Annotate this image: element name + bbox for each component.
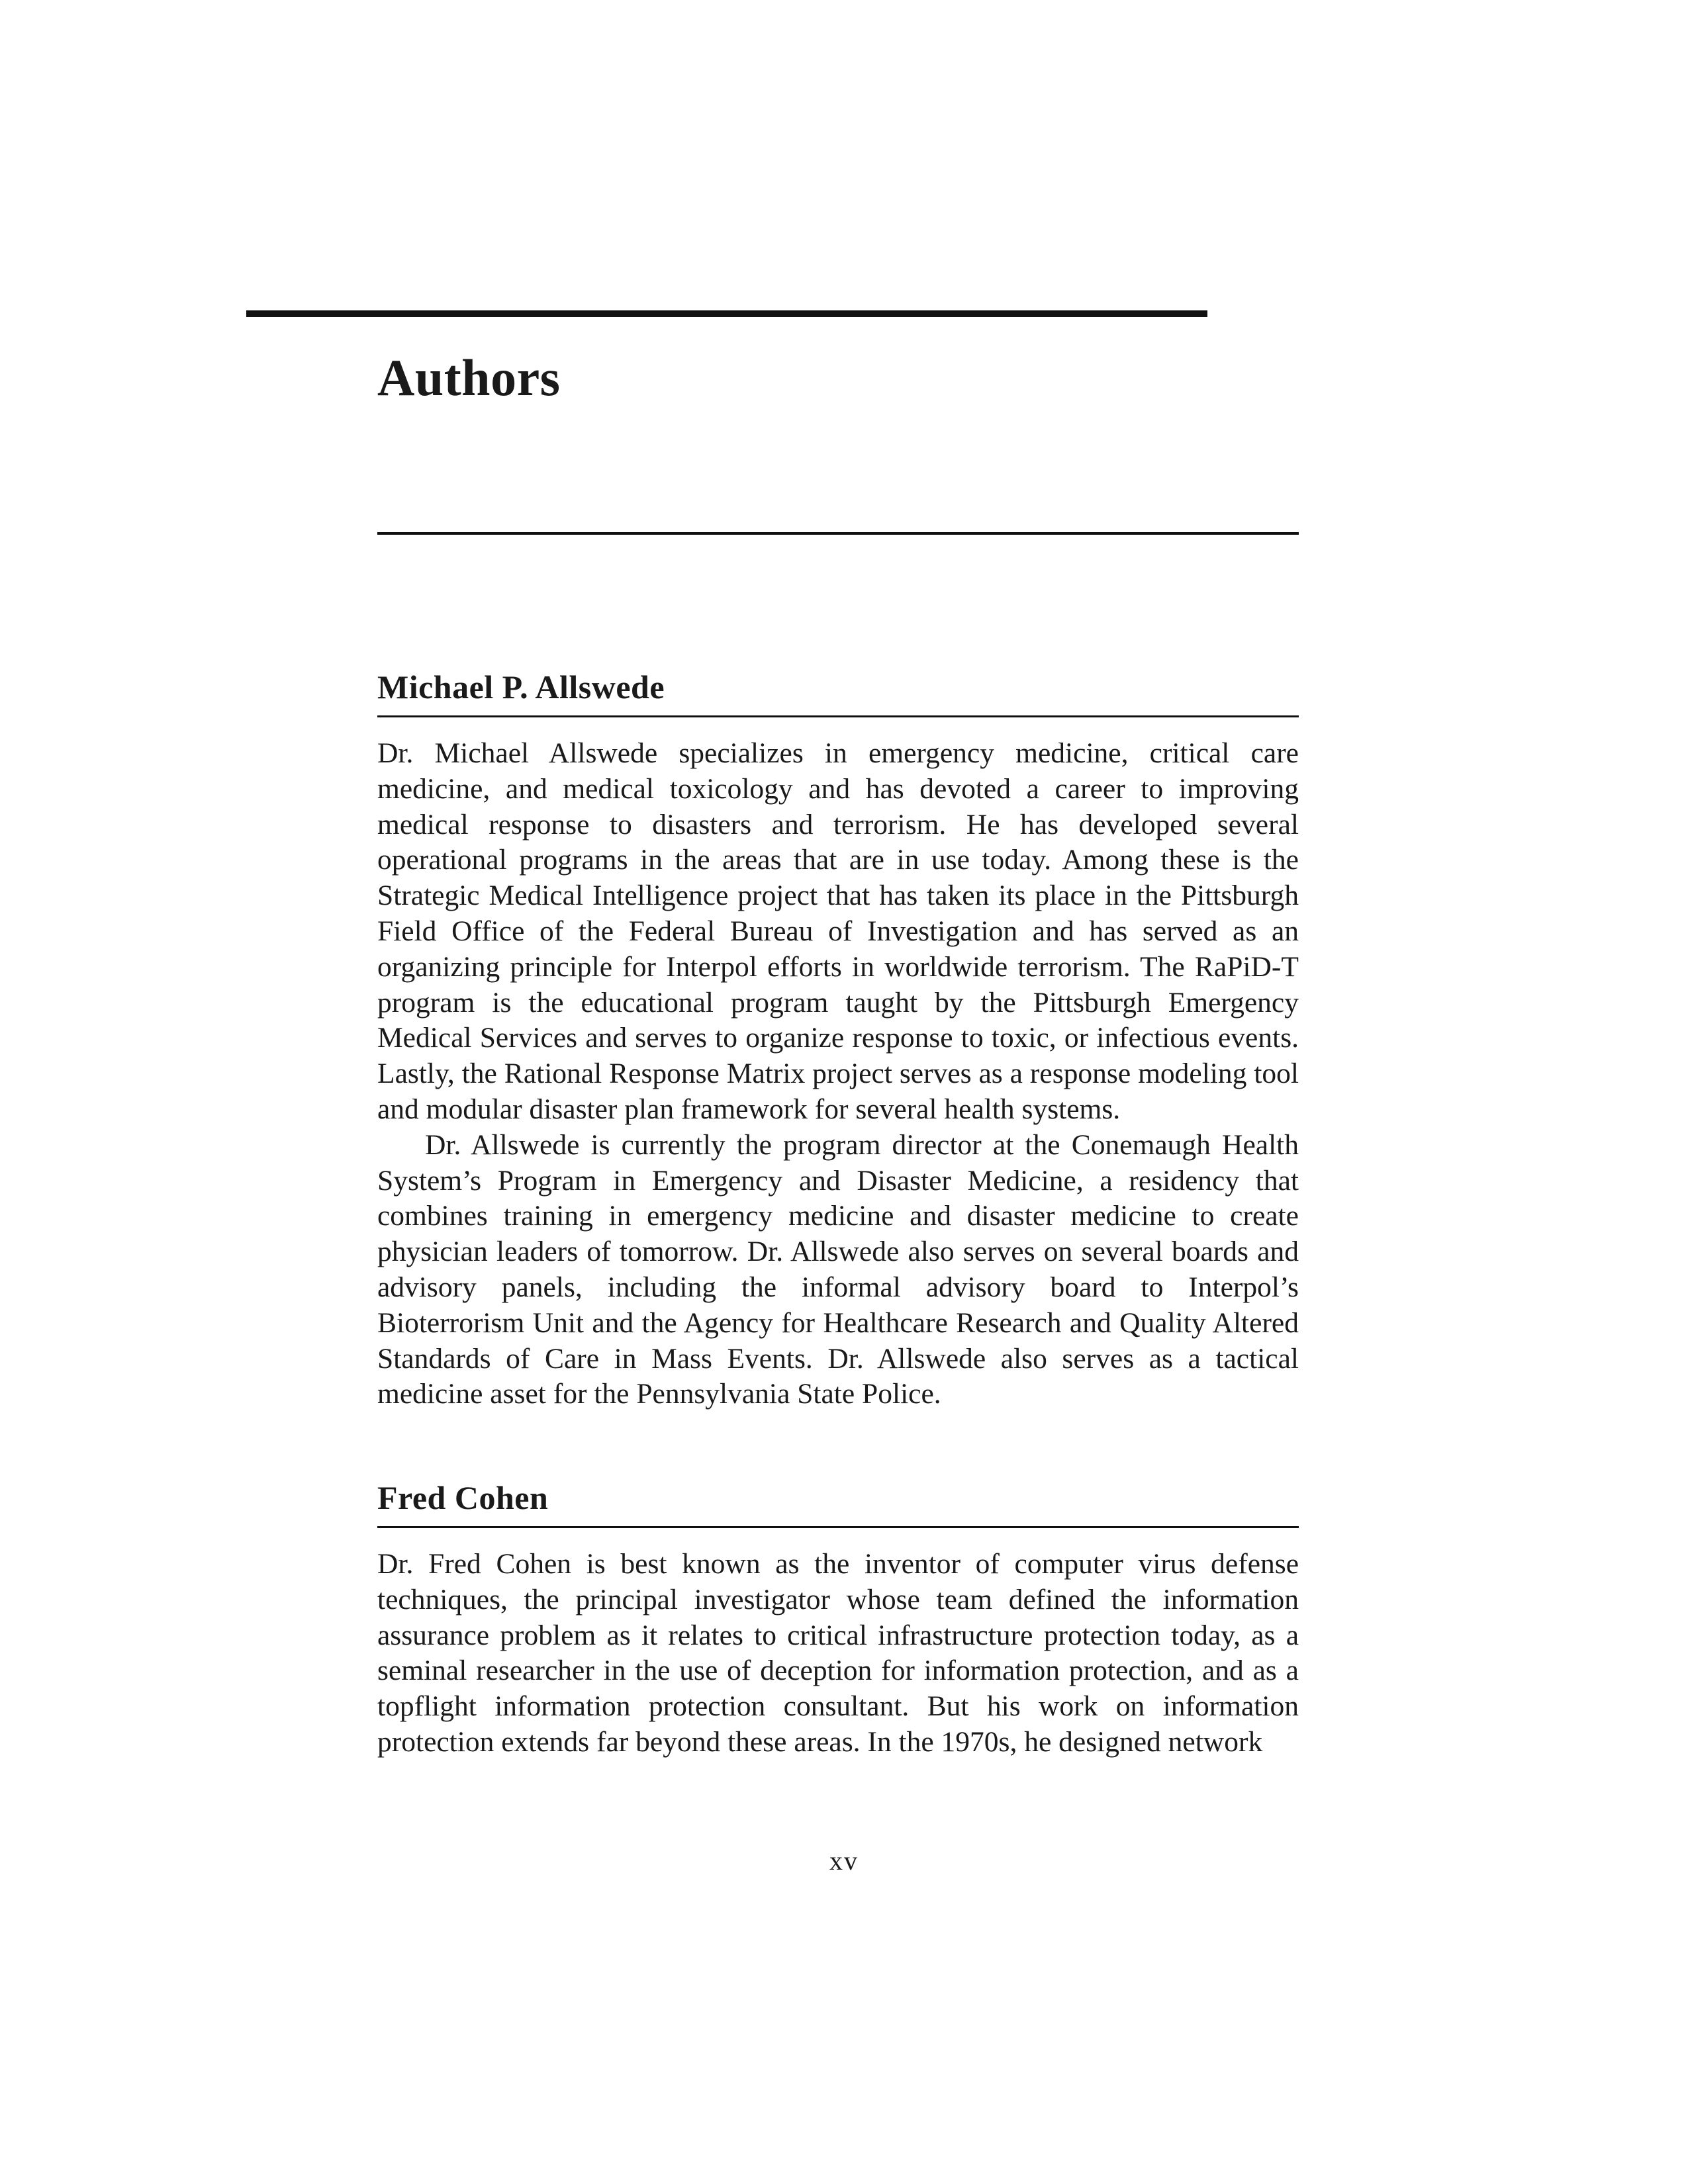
author-bio <box>377 1547 1299 1760</box>
bio-paragraph: Dr. Michael Allswede specializes in emergency medicine, critical care medicine, and medical toxicology and has devoted a career to improving medical response to disasters and terrorism. He has developed several operational programs in the areas that are in use today. Among these is the Strategic Medical Intelligence project that has taken its place in the Pittsburgh Field Office of the Federal Bureau of Investigation and has served as an organizing principle for Interpol efforts in worldwide terrorism. The RaPiD-T program is the educational program taught by the Pittsburgh Emergency Medical Services and serves to organize response to toxic, or infectious events. Lastly, the Rational Response Matrix project serves as a response modeling tool and modular disaster plan framework for several health systems. <box>377 737 1299 1125</box>
author-section-allswede <box>377 664 1299 1412</box>
author-name: Michael P. Allswede <box>377 664 1299 717</box>
bio-paragraph: Dr. Fred Cohen is best known as the inventor of computer virus defense techniques, the principal investigator whose team defined the information assurance problem as it relates to critical infrastructure protection today, as a seminal researcher in the use of deception for information protection, and as a topflight information protection consultant. But his work on information protection extends far beyond these areas. In the 1970s, he designed network <box>377 1548 1299 1758</box>
chapter-divider <box>377 532 1299 535</box>
page-number: xv <box>829 1846 859 1876</box>
top-rule <box>246 310 1207 317</box>
bio-paragraph: Dr. Allswede is currently the program director at the Conemaugh Health System’s Program in Emergency and Disaster Medicine, a residency that combines training in emergency medicine and disaster medicine to create physician leaders of tomorrow. Dr. Allswede also serves on several boards and advisory panels, including the informal advisory board to Interpol’s Bioterrorism Unit and the Agency for Healthcare Research and Quality Altered Standards of Care in Mass Events. Dr. Allswede also serves as a tactical medicine asset for the Pennsylvania State Police. <box>377 1128 1299 1410</box>
author-bio <box>377 736 1299 1412</box>
chapter-title: Authors <box>377 349 561 406</box>
author-name: Fred Cohen <box>377 1475 1299 1528</box>
author-section-cohen <box>377 1475 1299 1760</box>
